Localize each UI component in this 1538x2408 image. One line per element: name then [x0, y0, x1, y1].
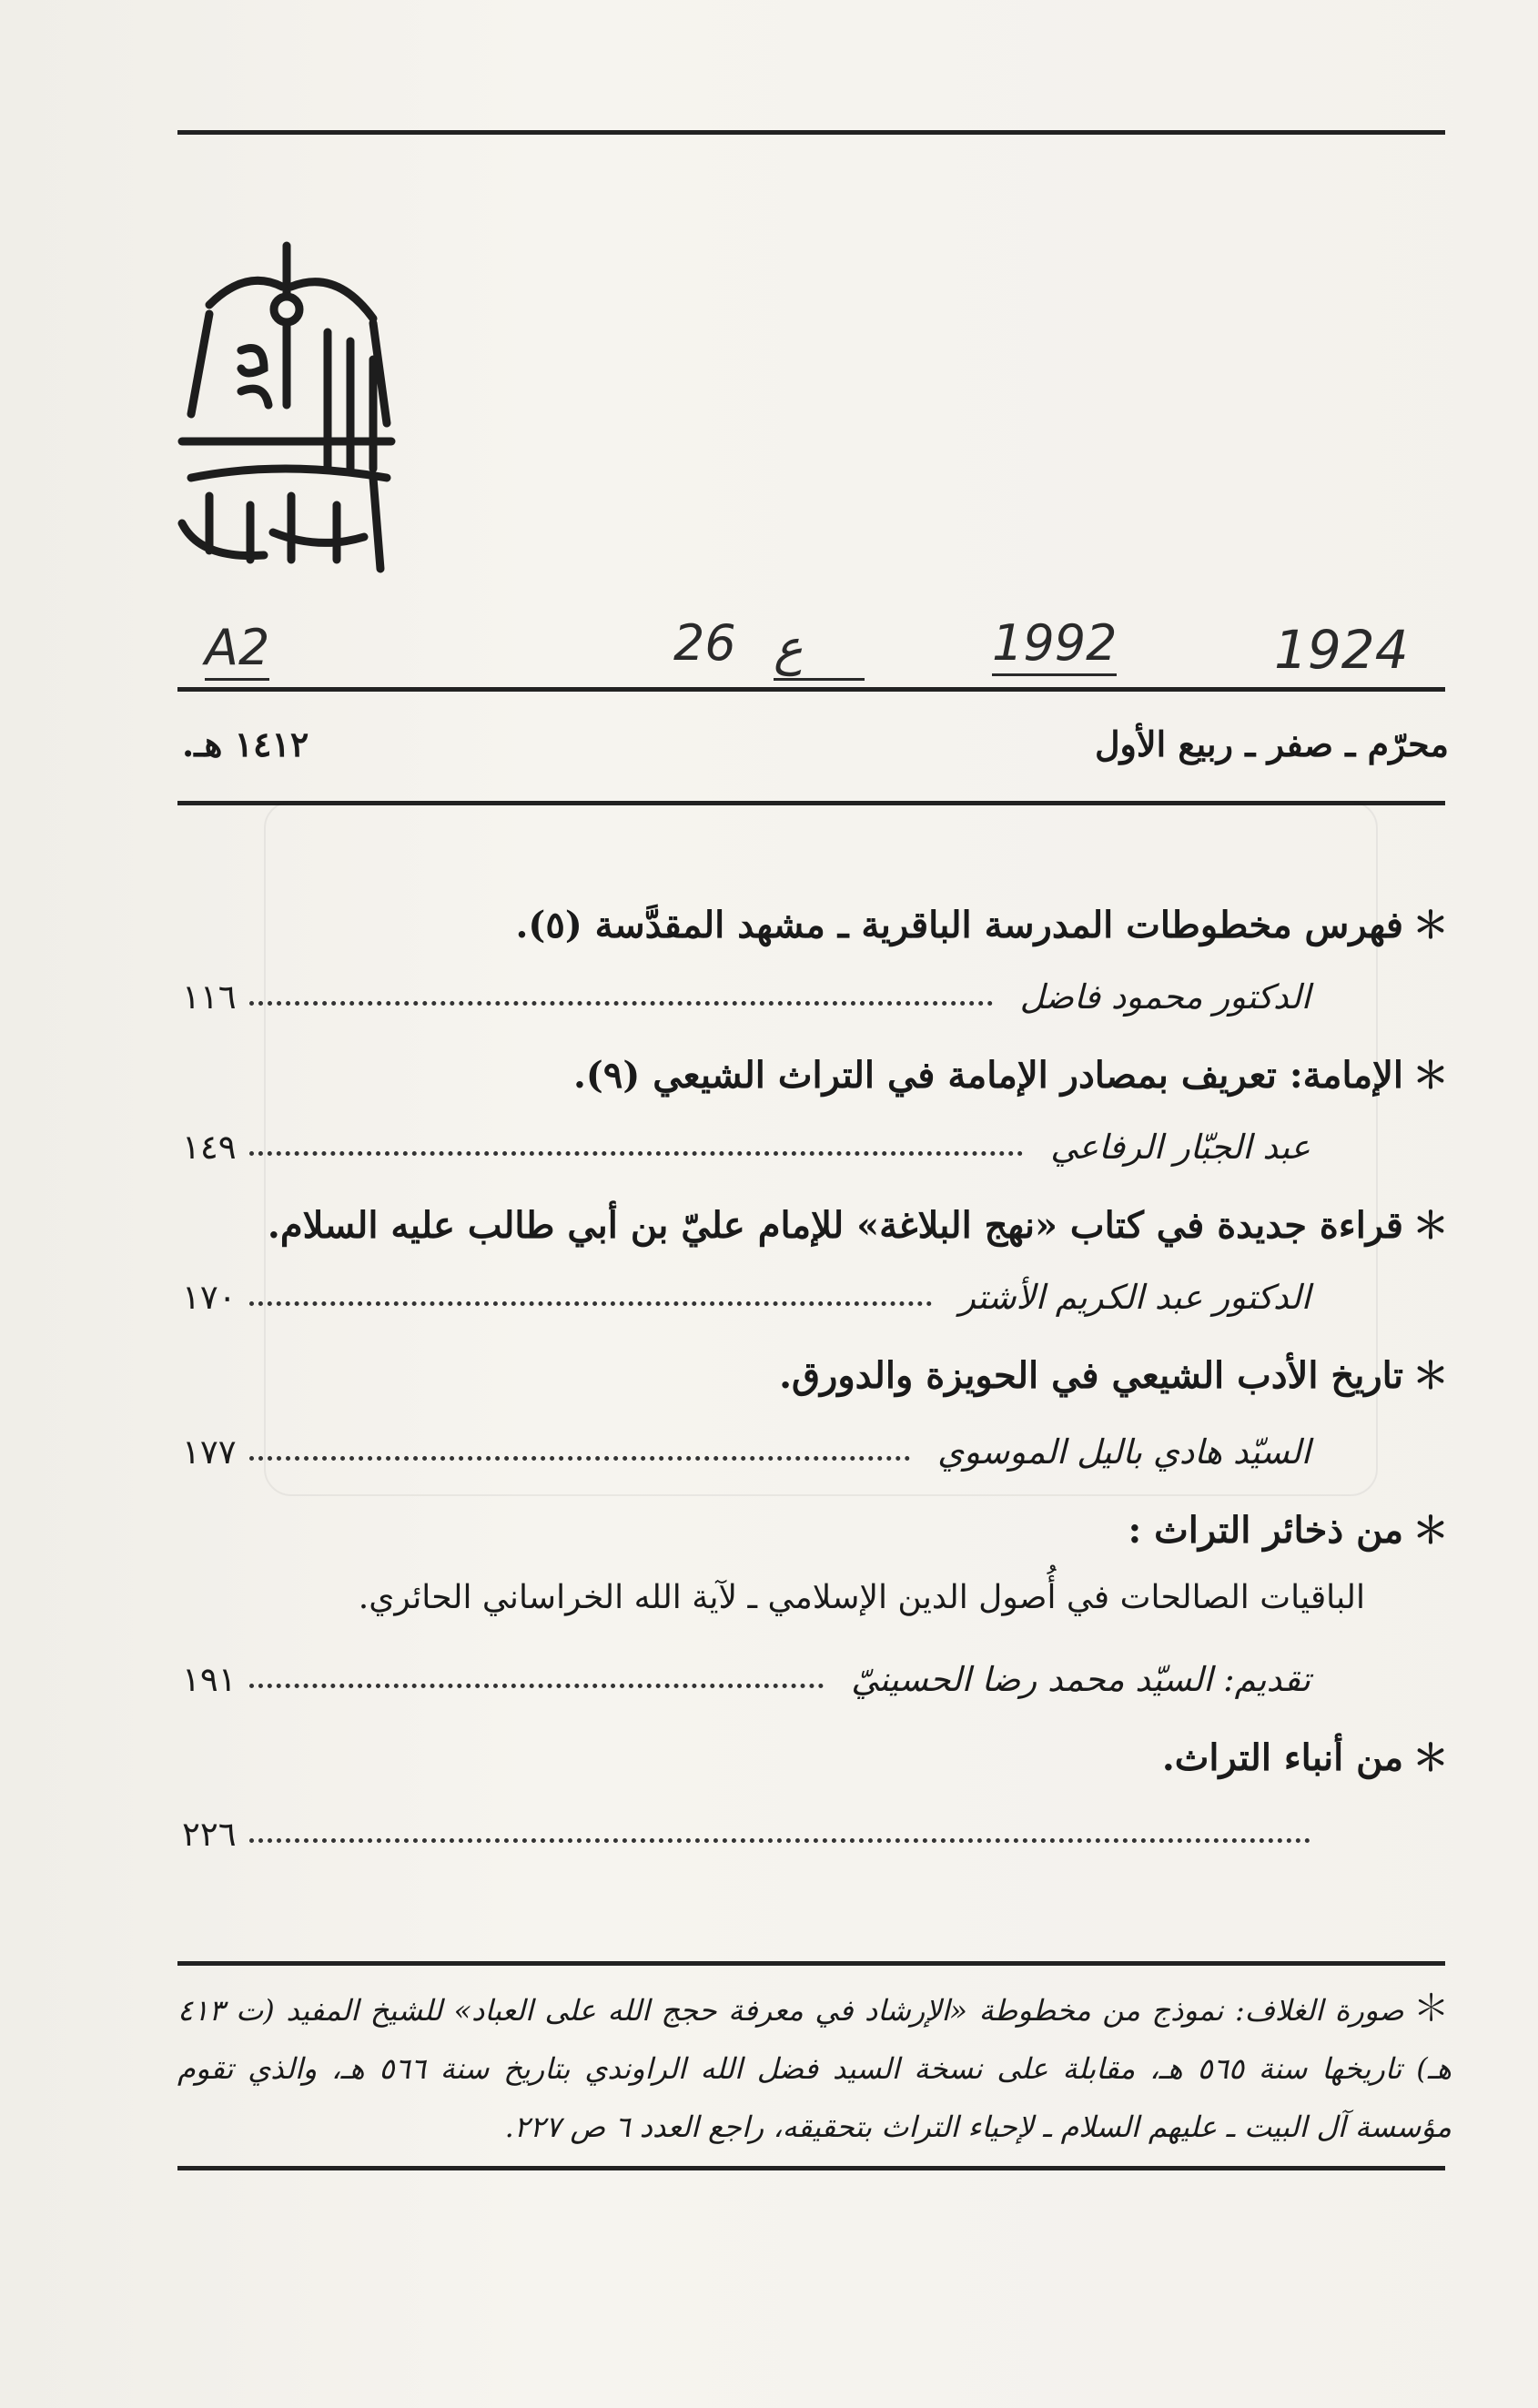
institution-logo [155, 232, 419, 578]
leader-dots [249, 1456, 911, 1461]
footnote-upper-rule [177, 1961, 1445, 1966]
asterisk-icon: ＊ [1412, 1204, 1449, 1247]
entry-page-number: ١٧٧ [182, 1432, 237, 1472]
issue-year: ١٤١٢ هـ. [182, 723, 309, 764]
entry-title: ＊تاريخ الأدب الشيعي في الحويزة والدورق. [779, 1354, 1449, 1397]
entry-author-line [182, 1270, 1310, 1317]
asterisk-icon: ＊ [1412, 1054, 1449, 1097]
dhakhair-subtitle: الباقيات الصالحات في أُصول الدين الإسلامي ـ لآية الله الخراساني الحائري. [358, 1579, 1365, 1616]
footnote-text: نموذج من مخطوطة «الإرشاد في معرفة حجج الله على العباد» للشيخ المفيد (ت ٤١٣ هـ) تاريخها سنة ٥٦٥ هـ، مقابلة على نسخة السيد فضل الله الراوندي بتاريخ سنة ٥٦٦ هـ، والذي تقوم مؤسسة آل البيت ـ عليهم السلام ـ لإحياء التراث بتحقيقه، راجع العدد ٦ ص ٢٢٧. [177, 1993, 1452, 2144]
entry-author: الدكتور عبد الكريم الأشتر [959, 1278, 1310, 1317]
leader-dots [249, 1301, 932, 1306]
entry-author: الدكتور محمود فاضل [1019, 977, 1310, 1017]
entry-author: عبد الجبّار الرفاعي [1050, 1128, 1310, 1167]
header-upper-rule [177, 687, 1445, 692]
leader-dots [249, 1684, 825, 1688]
handwritten-year-2: 1924 [1274, 619, 1409, 681]
handwritten-code: A2 [205, 619, 269, 681]
section-title-anba: ＊من أنباء التراث. [1161, 1736, 1449, 1779]
cover-footnote [177, 1979, 1452, 2156]
handwritten-number: 26 [673, 614, 736, 672]
handwritten-year-1: 1992 [992, 614, 1117, 676]
asterisk-icon: ＊ [1412, 1988, 1452, 2029]
entry-author: السيّد هادي باليل الموسوي [937, 1432, 1310, 1472]
entry-author-line [182, 969, 1310, 1017]
entry-title: ＊قراءة جديدة في كتاب «نهج البلاغة» للإمام عليّ بن أبي طالب عليه السلام. [267, 1204, 1449, 1247]
entry-title: ＊فهرس مخطوطات المدرسة الباقرية ـ مشهد المقدَّسة (٥). [515, 904, 1449, 946]
svg-text:مؤسسة آل البيت لإحياء التراث: مؤسسة آل البيت لإحياء التراث [291, 441, 303, 442]
issue-months: محرّم ـ صفر ـ ربيع الأول [1094, 723, 1449, 764]
asterisk-icon: ＊ [1412, 1509, 1449, 1552]
entry-page-number: ١٩١ [182, 1660, 237, 1699]
leader-dots [249, 1838, 1310, 1843]
footnote-lower-rule [177, 2166, 1445, 2170]
entry-page-number: ١٤٩ [182, 1128, 237, 1167]
leader-dots [249, 1151, 1024, 1156]
top-rule [177, 130, 1445, 135]
entry-author-line [182, 1424, 1310, 1472]
entry-author-line [182, 1119, 1310, 1167]
asterisk-icon: ＊ [1412, 1354, 1449, 1397]
entry-author-line [182, 1806, 1310, 1854]
entry-title: ＊الإمامة: تعريف بمصادر الإمامة في التراث الشيعي (٩). [573, 1054, 1449, 1097]
section-title-dhakhair: ＊من ذخائر التراث : [1128, 1509, 1449, 1552]
leader-dots [249, 1001, 993, 1006]
asterisk-icon: ＊ [1412, 1736, 1449, 1779]
entry-page-number: ٢٢٦ [182, 1815, 237, 1854]
entry-author-line [182, 1652, 1310, 1699]
entry-page-number: ١٧٠ [182, 1278, 237, 1317]
entry-page-number: ١١٦ [182, 977, 237, 1017]
footnote-label: صورة الغلاف: [1234, 1993, 1404, 2028]
entry-author: تقديم: السيّد محمد رضا الحسينيّ [851, 1660, 1310, 1699]
asterisk-icon: ＊ [1412, 904, 1449, 946]
handwritten-letter: ع [774, 619, 865, 681]
